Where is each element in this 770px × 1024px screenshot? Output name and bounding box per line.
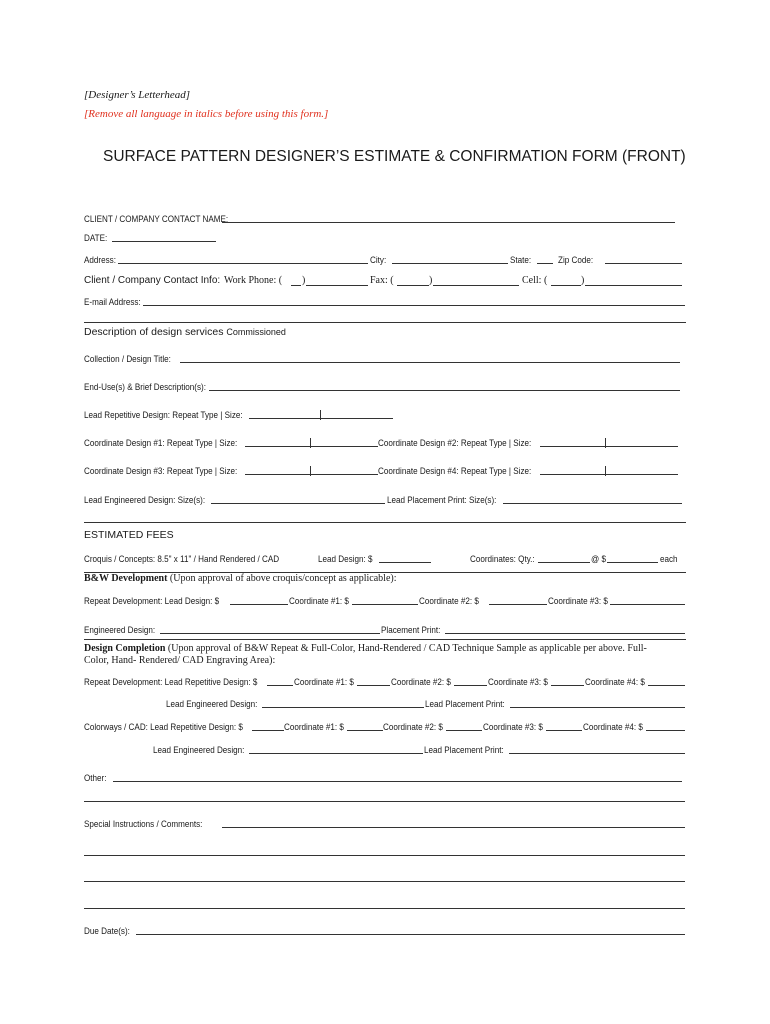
date-label: DATE: [84, 233, 108, 243]
coord4-field[interactable] [540, 474, 678, 475]
coordinate1-fee-field[interactable] [352, 604, 418, 605]
lead-engineered-label: Lead Engineered Design: Size(s): [84, 495, 206, 505]
zip-field[interactable] [605, 263, 682, 264]
contact-info-label: Client / Company Contact Info: [84, 275, 221, 286]
fax-label: Fax: ( [370, 275, 394, 286]
c1-fee-field[interactable] [357, 685, 390, 686]
lead-engineered-design-field[interactable] [262, 707, 424, 708]
address-field[interactable] [118, 263, 368, 264]
c1-fee-label: Coordinate #1: $ [294, 677, 354, 687]
section-divider [84, 522, 686, 523]
work-phone-close: ) [302, 275, 306, 286]
completion-heading-text: Design Completion [84, 643, 166, 654]
field-separator [605, 466, 606, 476]
city-label: City: [370, 255, 387, 265]
work-phone-area-field[interactable] [291, 285, 301, 286]
state-field[interactable] [537, 263, 553, 264]
lead-placement-print-field[interactable] [510, 707, 685, 708]
colorways-c4-field[interactable] [646, 730, 685, 731]
colorways-c3-label: Coordinate #3: $ [483, 722, 543, 732]
estimated-fees-heading: ESTIMATED FEES [84, 529, 174, 541]
city-field[interactable] [392, 263, 508, 264]
colorways-c2-field[interactable] [446, 730, 482, 731]
due-dates-field[interactable] [136, 934, 685, 935]
placement-print-field[interactable] [445, 633, 685, 634]
collection-title-label: Collection / Design Title: [84, 354, 171, 364]
c3-fee-field[interactable] [551, 685, 584, 686]
design-completion-heading [84, 643, 647, 654]
lead-placement-print-label: Lead Placement Print: [425, 699, 505, 709]
due-dates-label: Due Date(s): [84, 926, 130, 936]
croquis-label: Croquis / Concepts: 8.5" x 11" / Hand Rendered / CAD [84, 554, 280, 564]
coordinates-qty-field[interactable] [538, 562, 590, 563]
repeat-dev-lead-repetitive-field[interactable] [267, 685, 293, 686]
lead-engineered-field[interactable] [211, 503, 385, 504]
section-divider [84, 639, 686, 640]
field-separator [605, 438, 606, 448]
end-uses-field[interactable] [209, 390, 680, 391]
fax-field[interactable] [433, 285, 519, 286]
coordinate3-fee-label: Coordinate #3: $ [548, 596, 608, 606]
colorways-lead-engineered-label: Lead Engineered Design: [153, 745, 245, 755]
c3-fee-label: Coordinate #3: $ [488, 677, 548, 687]
special-instructions-line4[interactable] [84, 908, 685, 909]
other-field[interactable] [113, 781, 682, 782]
colorways-lead-placement-field[interactable] [509, 753, 685, 754]
coordinates-qty-label: Coordinates: Qty.: [470, 554, 535, 564]
coord3-field[interactable] [245, 474, 378, 475]
date-field[interactable] [112, 241, 216, 242]
client-name-label: CLIENT / COMPANY CONTACT NAME: [84, 214, 229, 224]
c2-fee-field[interactable] [454, 685, 487, 686]
completion-note-text: (Upon approval of B&W Repeat & Full-Color, Hand-Rendered / CAD Technique Sample as applicable per above. Full- [167, 643, 647, 654]
lead-placement-label: Lead Placement Print: Size(s): [387, 495, 497, 505]
lead-engineered-design-label: Lead Engineered Design: [166, 699, 258, 709]
description-heading-text: Description of design services [84, 326, 224, 338]
bw-heading-text: B&W Development [84, 573, 168, 584]
field-separator [320, 410, 321, 420]
email-field[interactable] [143, 305, 685, 306]
c2-fee-label: Coordinate #2: $ [391, 677, 451, 687]
lead-repetitive-field[interactable] [249, 418, 393, 419]
special-instructions-line3[interactable] [84, 881, 685, 882]
end-uses-label: End-Use(s) & Brief Description(s): [84, 382, 206, 392]
bw-development-heading [84, 573, 397, 584]
colorways-lead-field[interactable] [252, 730, 284, 731]
repeat-dev-lead-repetitive-label: Repeat Development: Lead Repetitive Design: $ [84, 677, 258, 687]
coord3-label: Coordinate Design #3: Repeat Type | Size: [84, 466, 238, 476]
colorways-c1-field[interactable] [347, 730, 383, 731]
coord1-field[interactable] [245, 446, 378, 447]
coord2-field[interactable] [540, 446, 678, 447]
colorways-c4-label: Coordinate #4: $ [583, 722, 643, 732]
lead-placement-field[interactable] [503, 503, 682, 504]
section-divider [84, 572, 686, 573]
colorways-lead-placement-label: Lead Placement Print: [424, 745, 504, 755]
special-instructions-field[interactable] [222, 827, 685, 828]
colorways-c3-field[interactable] [546, 730, 582, 731]
engineered-design-label: Engineered Design: [84, 625, 156, 635]
lead-repetitive-label: Lead Repetitive Design: Repeat Type | Size: [84, 410, 243, 420]
cell-area-field[interactable] [551, 285, 581, 286]
colorways-label: Colorways / CAD: Lead Repetitive Design: $ [84, 722, 243, 732]
bw-heading-note: (Upon approval of above croquis/concept as applicable): [169, 573, 397, 584]
description-heading-suffix: Commissioned [226, 327, 286, 337]
fax-close: ) [429, 275, 433, 286]
zip-label: Zip Code: [558, 255, 594, 265]
engineered-design-field[interactable] [160, 633, 380, 634]
repeat-dev-lead-label: Repeat Development: Lead Design: $ [84, 596, 220, 606]
collection-title-field[interactable] [180, 362, 680, 363]
coordinate3-fee-field[interactable] [610, 604, 685, 605]
c4-fee-label: Coordinate #4: $ [585, 677, 645, 687]
other-label: Other: [84, 773, 107, 783]
form-title: SURFACE PATTERN DESIGNER’S ESTIMATE & CONFIRMATION FORM (FRONT) [103, 148, 686, 165]
lead-design-fee-label: Lead Design: $ [318, 554, 373, 564]
fax-area-field[interactable] [397, 285, 429, 286]
address-label: Address: [84, 255, 116, 265]
field-separator [310, 466, 311, 476]
remove-language-note: [Remove all language in italics before using this form.] [84, 108, 329, 120]
coordinate1-fee-label: Coordinate #1: $ [289, 596, 349, 606]
colorways-c1-label: Coordinate #1: $ [284, 722, 344, 732]
cell-field[interactable] [585, 285, 682, 286]
special-instructions-line2[interactable] [84, 855, 685, 856]
field-separator [310, 438, 311, 448]
state-label: State: [510, 255, 532, 265]
colorways-c2-label: Coordinate #2: $ [383, 722, 443, 732]
each-label: each [660, 554, 678, 564]
at-price-label: @ $ [591, 554, 606, 564]
description-heading [84, 326, 286, 338]
placement-print-label: Placement Print: [381, 625, 441, 635]
section-divider [84, 322, 686, 323]
letterhead-placeholder: [Designer’s Letterhead] [84, 89, 191, 101]
c4-fee-field[interactable] [648, 685, 685, 686]
cell-close: ) [581, 275, 585, 286]
cell-label: Cell: ( [522, 275, 548, 286]
work-phone-field[interactable] [306, 285, 368, 286]
coordinate2-fee-label: Coordinate #2: $ [419, 596, 479, 606]
colorways-lead-engineered-field[interactable] [249, 753, 423, 754]
other-field-line2[interactable] [84, 801, 685, 802]
lead-design-fee-field[interactable] [379, 562, 431, 563]
repeat-dev-lead-field[interactable] [230, 604, 288, 605]
email-label: E-mail Address: [84, 297, 141, 307]
completion-note-line2: Color, Hand- Rendered/ CAD Engraving Area): [84, 655, 276, 666]
special-instructions-label: Special Instructions / Comments: [84, 819, 203, 829]
coord2-label: Coordinate Design #2: Repeat Type | Size: [378, 438, 532, 448]
coord1-label: Coordinate Design #1: Repeat Type | Size: [84, 438, 238, 448]
coordinate2-fee-field[interactable] [489, 604, 547, 605]
coord4-label: Coordinate Design #4: Repeat Type | Size: [378, 466, 532, 476]
work-phone-label: Work Phone: ( [224, 275, 283, 286]
client-name-field[interactable] [222, 222, 675, 223]
coordinate-price-field[interactable] [607, 562, 658, 563]
